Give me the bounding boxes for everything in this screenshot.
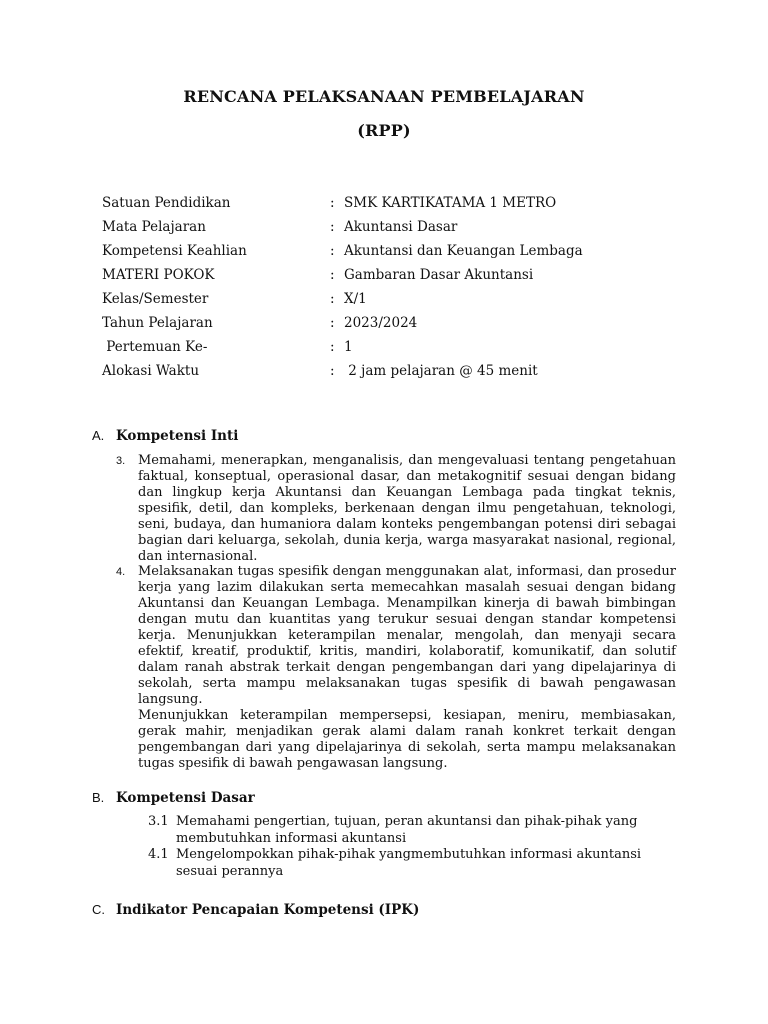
info-row-pertemuan xyxy=(102,337,662,361)
list-number: 3. xyxy=(116,455,126,467)
info-value: 2023/2024 xyxy=(344,315,418,331)
kompetensi-inti-item xyxy=(116,564,676,772)
list-item-text: Mengelompokkan pihak-pihak yangmembutuhkan informasi akuntansi sesuai perannya xyxy=(176,847,642,879)
info-value: 2 jam pelajaran @ 45 menit xyxy=(344,363,538,379)
section-title: Kompetensi Dasar xyxy=(116,790,255,806)
info-value: 1 xyxy=(344,339,353,355)
kompetensi-dasar-item xyxy=(148,846,678,880)
section-heading-ipk xyxy=(92,902,419,918)
info-row-alokasi-waktu xyxy=(102,361,662,385)
list-item-text: Melaksanakan tugas spesifik dengan menggunakan alat, informasi, dan prosedur kerja yang lazim dilakukan serta memecahkan masalah sesuai dengan bidang Akuntansi dan Keuangan Lembaga. Menampilkan kinerja di bawah bimbingan dengan mutu dan kuantitas yang terukur sesuai dengan standar kompetensi kerja. Menunjukkan keterampilan menalar, mengolah, dan menyaji secara efektif, kreatif, produktif, kritis, mandiri, kolaboratif, komunikatif, dan solutif dalam ranah abstrak terkait dengan pengembangan dari yang dipelajarinya di sekolah, serta mampu melaksanakan tugas spesifik di bawah pengawasan langsung. xyxy=(138,564,676,707)
info-separator: : xyxy=(330,243,335,259)
info-label: Kelas/Semester xyxy=(102,291,209,307)
info-label: Mata Pelajaran xyxy=(102,219,206,235)
info-label: Kompetensi Keahlian xyxy=(102,243,247,259)
info-value: Akuntansi dan Keuangan Lembaga xyxy=(344,243,583,259)
section-heading-kompetensi-inti xyxy=(92,428,238,444)
section-heading-kompetensi-dasar xyxy=(92,790,255,806)
info-label: Tahun Pelajaran xyxy=(102,315,213,331)
list-item-text: Memahami pengertian, tujuan, peran akuntansi dan pihak-pihak yang membutuhkan informasi akuntansi xyxy=(176,814,638,846)
info-separator: : xyxy=(330,315,335,331)
info-value: Gambaran Dasar Akuntansi xyxy=(344,267,534,283)
info-separator: : xyxy=(330,219,335,235)
info-label: Satuan Pendidikan xyxy=(102,195,231,211)
info-row-kompetensi-keahlian xyxy=(102,241,662,265)
info-value: Akuntansi Dasar xyxy=(344,219,458,235)
info-value: SMK KARTIKATAMA 1 METRO xyxy=(344,195,557,211)
info-row-tahun-pelajaran xyxy=(102,313,662,337)
list-item-text: Memahami, menerapkan, menganalisis, dan mengevaluasi tentang pengetahuan faktual, konseptual, operasional dasar, dan metakognitif sesuai dengan bidang dan lingkup kerja Akuntansi dan Keuangan Lembaga pada tingkat teknis, spesifik, detil, dan kompleks, berkenaan dengan ilmu pengetahuan, teknologi, seni, budaya, dan humaniora dalam konteks pengembangan potensi diri sebagai bagian dari keluarga, sekolah, dunia kerja, warga masyarakat nasional, regional, dan internasional. xyxy=(138,453,676,564)
info-value: X/1 xyxy=(344,291,367,307)
info-separator: : xyxy=(330,291,335,307)
section-title: Indikator Pencapaian Kompetensi (IPK) xyxy=(116,902,420,918)
section-letter: A. xyxy=(92,428,105,443)
info-separator: : xyxy=(330,267,335,283)
kompetensi-inti-item xyxy=(116,453,676,565)
list-number: 4. xyxy=(116,566,126,578)
list-item-text-continued: Menunjukkan keterampilan mempersepsi, kesiapan, meniru, membiasakan, gerak mahir, menjadikan gerak alami dalam ranah konkret terkait dengan pengembangan dari yang dipelajarinya di sekolah, serta mampu melaksanakan tugas spesifik di bawah pengawasan langsung. xyxy=(138,708,676,771)
info-label: MATERI POKOK xyxy=(102,267,215,283)
kompetensi-dasar-item xyxy=(148,813,678,847)
info-separator: : xyxy=(330,195,335,211)
document-subtitle: (RPP) xyxy=(357,121,411,140)
info-label: Alokasi Waktu xyxy=(102,363,200,379)
info-separator: : xyxy=(330,339,335,355)
info-row-materi-pokok xyxy=(102,265,662,289)
info-separator: : xyxy=(330,363,335,379)
list-number: 4.1 xyxy=(148,847,169,862)
identity-table xyxy=(102,193,662,385)
document-title: RENCANA PELAKSANAAN PEMBELAJARAN xyxy=(183,87,585,106)
info-row-mata-pelajaran xyxy=(102,217,662,241)
info-label: Pertemuan Ke- xyxy=(102,339,208,355)
info-row-satuan-pendidikan xyxy=(102,193,662,217)
info-row-kelas-semester xyxy=(102,289,662,313)
section-letter: C. xyxy=(92,902,105,917)
section-title: Kompetensi Inti xyxy=(116,428,239,444)
section-letter: B. xyxy=(92,790,105,805)
list-number: 3.1 xyxy=(148,814,169,829)
